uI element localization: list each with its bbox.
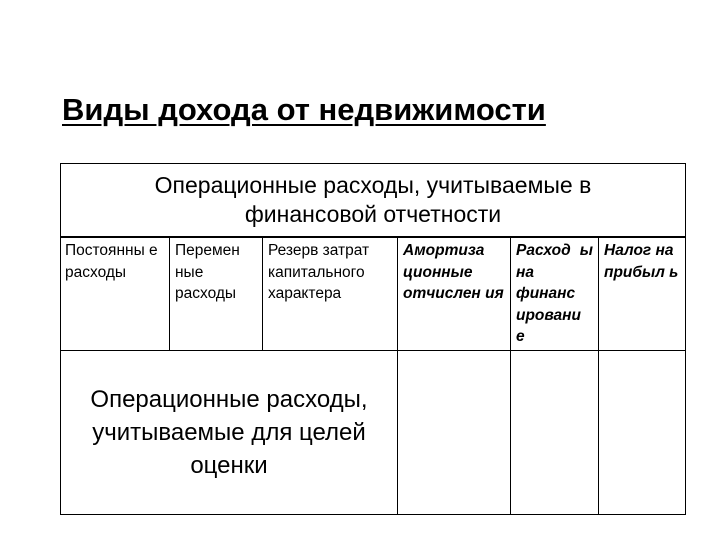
column-income-tax: Налог на прибыл ь bbox=[604, 242, 679, 281]
column-financing-costs: Расход ы на финанс ировани е bbox=[516, 242, 593, 345]
income-table bbox=[60, 163, 686, 515]
slide-title: Виды дохода от недвижимости bbox=[62, 92, 546, 127]
table-header: Операционные расходы, учитываемые в финансовой отчетности bbox=[154, 172, 592, 227]
column-depreciation: Амортиза ционные отчислен ия bbox=[403, 242, 504, 302]
column-variable-costs: Перемен ные расходы bbox=[175, 242, 240, 302]
column-fixed-costs: Постоянны е расходы bbox=[65, 242, 158, 281]
valuation-operating-costs: Операционные расходы, учитываемые для целей оценки bbox=[90, 386, 368, 479]
column-capital-reserve: Резерв затрат капитального характера bbox=[268, 242, 370, 302]
